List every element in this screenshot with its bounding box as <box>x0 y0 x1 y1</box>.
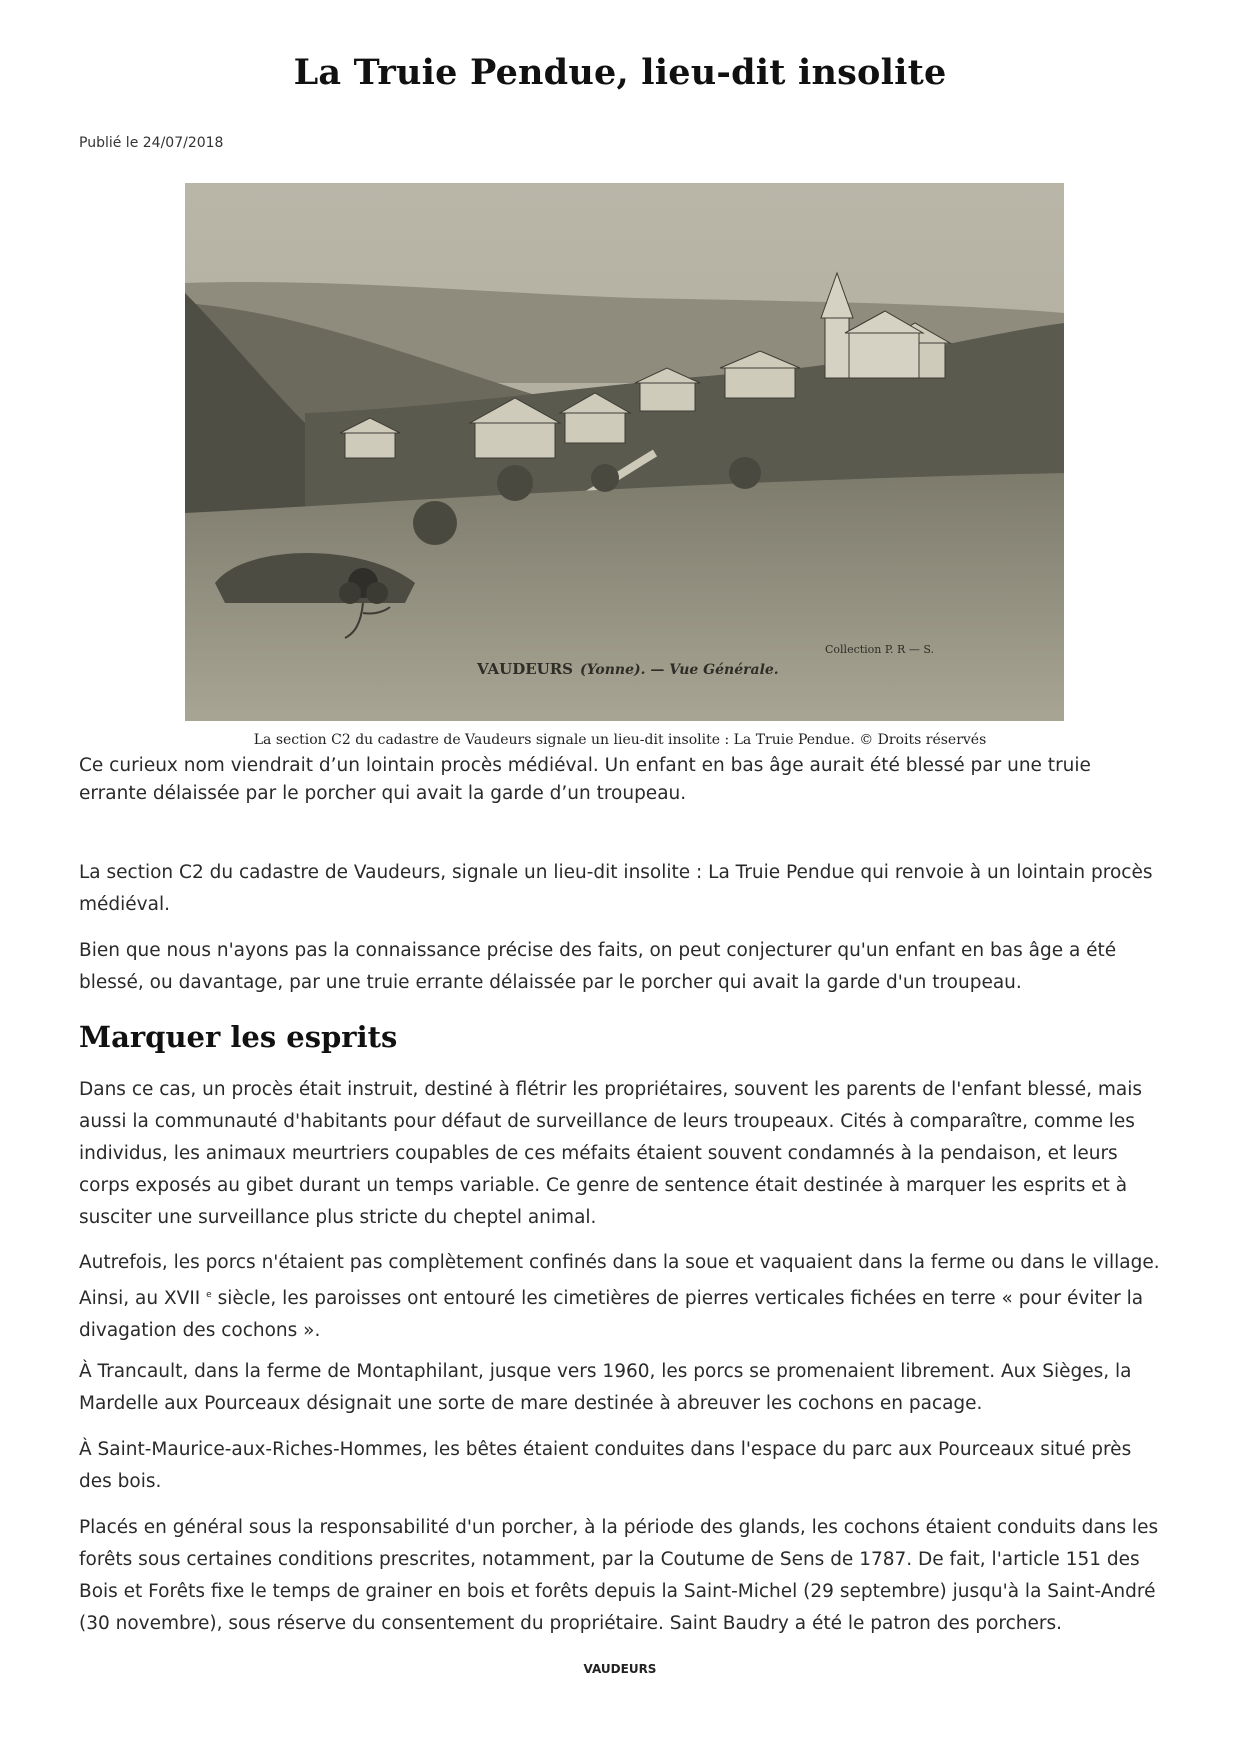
article-title: La Truie Pendue, lieu-dit insolite <box>293 52 947 93</box>
postcard-collection: Collection P. R — S. <box>825 643 934 656</box>
paragraph-1: La section C2 du cadastre de Vaudeurs, signale un lieu-dit insolite : La Truie Pendue qui renvoie à un lointain procès médiéval. <box>79 862 1153 915</box>
postcard-photo <box>185 183 1064 721</box>
paragraph-5: À Trancault, dans la ferme de Montaphilant, jusque vers 1960, les porcs se promenaient librement. Aux Sièges, la Mardelle aux Pourceaux désignait une sorte de mare destinée à abreuver les cochons en pacage. <box>79 1361 1132 1414</box>
photo-caption: La section C2 du cadastre de Vaudeurs signale un lieu-dit insolite : La Truie Pendue. © Droits réservés <box>253 732 987 748</box>
location-tag[interactable]: VAUDEURS <box>583 1662 657 1676</box>
paragraph-6: À Saint-Maurice-aux-Riches-Hommes, les bêtes étaient conduites dans l'espace du parc aux Pourceaux situé près des bois. <box>79 1439 1132 1492</box>
section-heading: Marquer les esprits <box>79 1020 398 1054</box>
paragraph-7: Placés en général sous la responsabilité d'un porcher, à la période des glands, les cochons étaient conduits dans les forêts sous certaines conditions prescrites, notamment, par la Coutume de Sens de 1787. De fait, l'article 151 des Bois et Forêts fixe le temps de grainer en bois et forêts depuis la Saint-Michel (29 septembre) jusqu'à la Saint-André (30 novembre), sous réserve du consentement du propriétaire. Saint Baudry a été le patron des porchers. <box>79 1517 1159 1634</box>
paragraph-2: Bien que nous n'ayons pas la connaissance précise des faits, on peut conjecturer qu'un enfant en bas âge a été blessé, ou davantage, par une truie errante délaissée par le porcher qui avait la garde d'un troupeau. <box>79 940 1117 993</box>
article-lead: Ce curieux nom viendrait d’un lointain procès médiéval. Un enfant en bas âge aurait été blessé par une truie errante délaissée par le porcher qui avait la garde d’un troupeau. <box>79 755 1091 804</box>
paragraph-4 <box>79 1247 1164 1347</box>
postcard-subtitle: (Yonne). — Vue Générale. <box>580 662 779 678</box>
paragraph-3: Dans ce cas, un procès était instruit, destiné à flétrir les propriétaires, souvent les parents de l'enfant blessé, mais aussi la communauté d'habitants pour défaut de surveillance de leurs troupeaux. Cités à comparaître, comme les individus, les animaux meurtriers coupables de ces méfaits étaient souvent condamnés à la pendaison, et leurs corps exposés au gibet durant un temps variable. Ce genre de sentence était destinée à marquer les esprits et à susciter une surveillance plus stricte du cheptel animal. <box>79 1079 1143 1228</box>
paragraph-4-end: siècle, les paroisses ont entouré les cimetières de pierres verticales fichées en terre « pour éviter la divagation des cochons ». <box>79 1288 1144 1342</box>
century-superscript: e <box>206 1290 212 1300</box>
publish-date: Publié le 24/07/2018 <box>79 135 224 151</box>
paragraph-4-start: Autrefois, les porcs n'étaient pas complètement confinés dans la soue et vaquaient dans la ferme ou dans le village. Ainsi, au XVII <box>79 1252 1160 1310</box>
postcard-place: VAUDEURS <box>477 660 574 678</box>
